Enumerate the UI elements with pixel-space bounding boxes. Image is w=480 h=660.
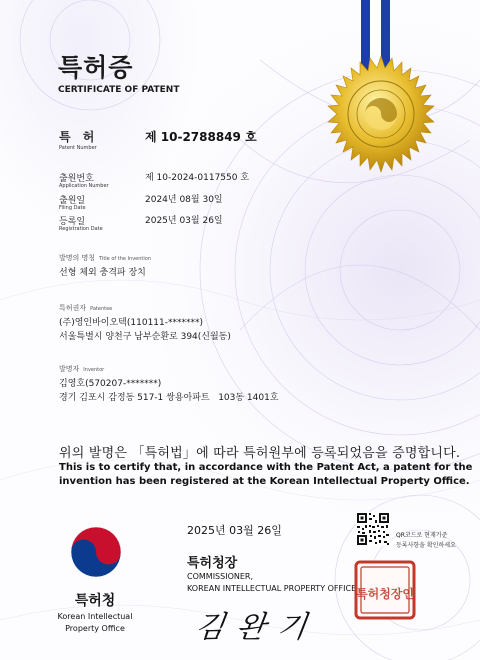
- seal-text: 특허청장인: [356, 587, 414, 601]
- application-number-label-en: Application Number: [59, 183, 109, 189]
- kipo-name-en-line2: Property Office: [65, 624, 125, 633]
- qr-code-icon[interactable]: [356, 512, 390, 546]
- registration-date-value: 2025년 03월 26일: [145, 216, 223, 226]
- certificate-title: 특허증: [58, 53, 134, 82]
- commissioner-line2: KOREAN INTELLECTUAL PROPERTY OFFICE: [187, 584, 357, 593]
- invention-label-en: Title of the Invention: [99, 256, 151, 262]
- application-number-value: 제 10-2024-0117550 호: [145, 173, 250, 183]
- inventor-section-label: [59, 364, 104, 374]
- patentee-address: 서울특별시 양천구 남부순환로 394(신월동): [59, 332, 231, 342]
- issue-date: 2025년 03월 26일: [187, 524, 282, 537]
- patentee-section-label: [59, 303, 112, 313]
- patent-number-label: 특 허: [59, 130, 99, 144]
- registration-date-label-en: Registration Date: [59, 226, 103, 232]
- filing-date-label: 출원일: [59, 196, 86, 206]
- inventor-address: 경기 김포시 감정동 517-1 쌍용아파트 103동 1401호: [59, 393, 279, 403]
- qr-caption-line1: QR코드로 현재기준: [396, 532, 448, 539]
- inventor-label-ko: 발명자: [59, 365, 80, 373]
- kipo-name-ko: 특허청: [74, 593, 116, 609]
- invention-section-label: [59, 253, 151, 263]
- patent-number-value: 제 10-2788849 호: [145, 130, 257, 144]
- inventor-name: 김영호(570207-*******): [59, 379, 162, 389]
- kipo-taegeuk-logo-icon: [70, 526, 122, 578]
- certification-english-line1: This is to certify that, in accordance with the Patent Act, a patent for the: [59, 462, 473, 473]
- gold-seal-icon: [321, 54, 441, 174]
- patent-number-label-en: Patent Number: [59, 145, 97, 151]
- patentee-label-ko: 특허권자: [59, 304, 87, 312]
- office-head-title: 특허청장: [187, 556, 238, 571]
- certification-english-line2: invention has been registered at the Korean Intellectual Property Office.: [59, 476, 470, 487]
- filing-date-value: 2024년 08월 30일: [145, 195, 223, 205]
- invention-label-ko: 발명의 명칭: [59, 254, 96, 262]
- certification-korean: 위의 발명은 「특허법」에 따라 특허원부에 등록되었음을 증명합니다.: [59, 446, 461, 461]
- certificate-subtitle: CERTIFICATE OF PATENT: [58, 85, 180, 95]
- patentee-name: (주)영인바이오텍(110111-*******): [59, 318, 204, 328]
- application-number-label: 출원번호: [59, 174, 94, 184]
- commissioner-line1: COMMISSIONER,: [187, 572, 253, 581]
- invention-title-value: 선형 체외 충격파 장치: [59, 268, 146, 278]
- commissioner-signature: 김완기: [193, 610, 321, 645]
- registration-date-label: 등록일: [59, 217, 86, 227]
- inventor-label-en: Inventor: [83, 367, 105, 373]
- qr-caption-line2: 등록사항을 확인하세요: [396, 542, 456, 549]
- kipo-name-en-line1: Korean Intellectual: [57, 612, 133, 621]
- patentee-label-en: Patentee: [90, 306, 113, 312]
- official-red-seal-icon: [354, 560, 416, 620]
- filing-date-label-en: Filing Date: [59, 205, 86, 211]
